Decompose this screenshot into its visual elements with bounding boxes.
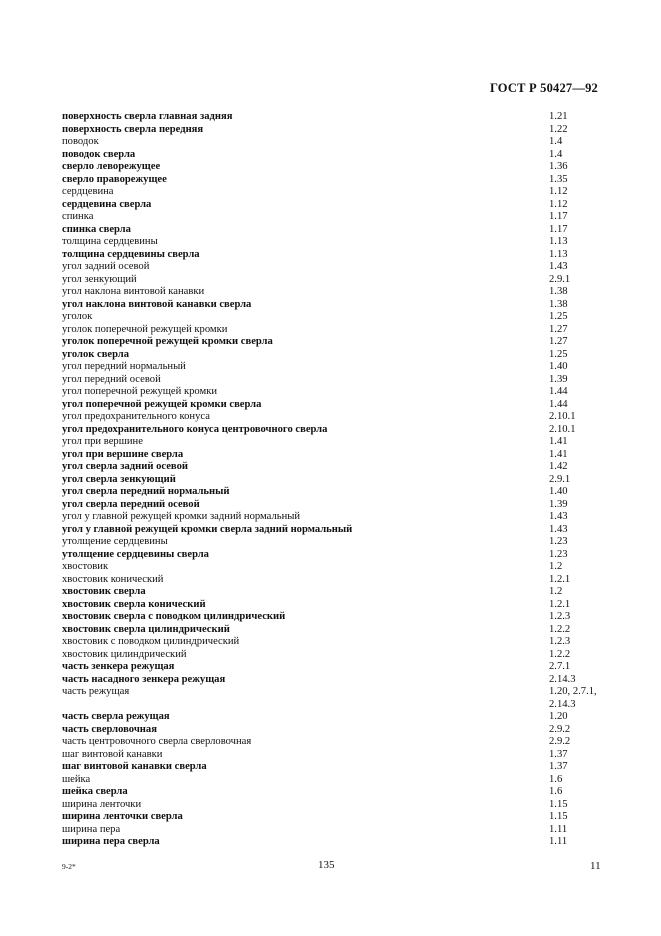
index-entry	[62, 611, 602, 624]
index-entry	[62, 799, 602, 812]
index-term: шаг винтовой канавки	[62, 748, 163, 760]
index-entry	[62, 561, 602, 574]
index-entry	[62, 174, 602, 187]
index-reference: 1.13	[549, 248, 568, 260]
index-entry	[62, 486, 602, 499]
page-number-right: 11	[590, 860, 601, 872]
index-term: хвостовик сверла цилиндрический	[62, 623, 230, 635]
index-reference: 1.15	[549, 798, 568, 810]
index-entry	[62, 599, 602, 612]
index-reference: 1.22	[549, 123, 568, 135]
index-reference: 1.20, 2.7.1,	[549, 686, 597, 697]
index-entry	[62, 649, 602, 662]
index-reference: 1.4	[549, 148, 563, 160]
index-entry	[62, 161, 602, 174]
index-reference: 1.2.3	[549, 611, 571, 622]
index-entry	[62, 236, 602, 249]
index-entry	[62, 824, 602, 837]
index-term: угол сверла передний осевой	[62, 498, 200, 510]
index-entry	[62, 261, 602, 274]
index-term: шейка	[62, 773, 91, 785]
index-term: угол наклона винтовой канавки	[62, 286, 205, 297]
index-term: часть режущая	[62, 686, 130, 697]
index-reference: 1.41	[549, 436, 568, 447]
index-term: часть насадного зенкера режущая	[62, 673, 226, 685]
term-index-list	[62, 111, 602, 849]
index-term: угол поперечной режущей кромки	[62, 386, 218, 397]
index-entry	[62, 774, 602, 787]
index-entry	[62, 811, 602, 824]
index-reference: 1.27	[549, 336, 568, 347]
index-entry	[62, 674, 602, 687]
index-reference: 1.44	[549, 398, 568, 410]
index-entry	[62, 249, 602, 262]
index-entry	[62, 624, 602, 637]
index-term: толщина сердцевины сверла	[62, 248, 200, 260]
index-reference: 2.10.1	[549, 423, 576, 435]
index-entry	[62, 399, 602, 412]
index-entry	[62, 536, 602, 549]
index-reference: 1.37	[549, 748, 568, 760]
index-reference: 1.27	[549, 323, 568, 335]
index-entry	[62, 386, 602, 399]
index-reference: 1.23	[549, 548, 568, 560]
index-entry	[62, 836, 602, 849]
index-reference: 1.36	[549, 161, 568, 172]
index-term: сердцевина	[62, 186, 114, 197]
index-entry	[62, 186, 602, 199]
index-reference: 1.39	[549, 498, 568, 510]
index-entry	[62, 661, 602, 674]
index-term: толщина сердцевины	[62, 236, 158, 247]
index-entry	[62, 586, 602, 599]
index-entry	[62, 724, 602, 737]
index-entry	[62, 549, 602, 562]
index-term: угол у главной режущей кромки задний нормальный	[62, 511, 301, 522]
index-term: сверло праворежущее	[62, 173, 167, 185]
index-term: ширина пера	[62, 823, 121, 835]
index-term: хвостовик с поводком цилиндрический	[62, 636, 240, 647]
index-reference: 1.12	[549, 198, 568, 210]
index-term: поверхность сверла главная задняя	[62, 111, 233, 122]
index-term: уголок	[62, 311, 93, 322]
index-reference: 1.2.1	[549, 598, 571, 610]
index-entry	[62, 574, 602, 587]
index-entry	[62, 736, 602, 749]
index-entry	[62, 299, 602, 312]
index-reference: 1.4	[549, 136, 563, 147]
index-reference: 1.38	[549, 298, 568, 310]
index-reference: 1.25	[549, 348, 568, 360]
index-reference: 1.11	[549, 823, 568, 835]
index-term: угол при вершине сверла	[62, 448, 184, 460]
index-term: шаг винтовой канавки сверла	[62, 761, 207, 772]
index-reference: 2.9.2	[549, 723, 571, 735]
index-entry	[62, 224, 602, 237]
index-reference: 1.2.1	[549, 573, 571, 585]
index-reference: 1.6	[549, 786, 563, 797]
index-term: угол сверла зенкующий	[62, 473, 176, 485]
index-entry	[62, 786, 602, 799]
index-entry	[62, 124, 602, 137]
index-term: поводок	[62, 136, 99, 147]
index-entry	[62, 311, 602, 324]
index-entry	[62, 436, 602, 449]
index-entry	[62, 461, 602, 474]
index-reference: 1.41	[549, 448, 568, 460]
index-reference: 1.44	[549, 386, 568, 397]
index-term: ширина пера сверла	[62, 836, 160, 847]
index-entry	[62, 411, 602, 424]
index-term: уголок поперечной режущей кромки	[62, 323, 228, 335]
index-reference: 1.43	[549, 511, 568, 522]
index-term: шейка сверла	[62, 786, 128, 797]
index-reference: 2.14.3	[549, 698, 576, 710]
index-term: часть сверла режущая	[62, 711, 170, 722]
index-entry	[62, 274, 602, 287]
index-reference: 1.25	[549, 311, 568, 322]
index-reference: 2.14.3	[549, 673, 576, 685]
index-reference: 1.35	[549, 173, 568, 185]
index-term: хвостовик сверла конический	[62, 598, 206, 610]
index-term: угол предохранительного конуса центровочного сверла	[62, 423, 328, 435]
index-term: уголок сверла	[62, 348, 129, 360]
index-entry	[62, 636, 602, 649]
index-term: часть центровочного сверла сверловочная	[62, 736, 252, 747]
index-entry	[62, 136, 602, 149]
index-reference: 1.43	[549, 523, 568, 535]
index-entry	[62, 499, 602, 512]
index-entry	[62, 349, 602, 362]
index-entry	[62, 199, 602, 212]
index-reference: 2.10.1	[549, 411, 576, 422]
index-entry	[62, 211, 602, 224]
index-entry	[62, 374, 602, 387]
index-term: угол передний осевой	[62, 373, 161, 385]
index-entry	[62, 474, 602, 487]
index-entry	[62, 449, 602, 462]
index-reference: 1.38	[549, 286, 568, 297]
index-reference: 1.12	[549, 186, 568, 197]
index-entry	[62, 424, 602, 437]
index-entry	[62, 111, 602, 124]
page-number-center: 135	[318, 859, 335, 871]
index-term: хвостовик конический	[62, 573, 164, 585]
document-header: ГОСТ Р 50427—92	[489, 81, 598, 95]
index-term: хвостовик сверла с поводком цилиндрический	[62, 611, 286, 622]
index-reference: 1.11	[549, 836, 568, 847]
index-term: поводок сверла	[62, 148, 136, 160]
index-term: спинка сверла	[62, 223, 131, 235]
index-reference: 1.39	[549, 373, 568, 385]
index-term: угол предохранительного конуса	[62, 411, 210, 422]
index-term: утолщение сердцевины сверла	[62, 548, 209, 560]
index-term: угол поперечной режущей кромки сверла	[62, 398, 262, 410]
sheet-mark: 9-2*	[62, 862, 76, 871]
index-entry	[62, 699, 602, 712]
index-term: угол сверла задний осевой	[62, 461, 188, 472]
index-reference: 1.40	[549, 486, 568, 497]
index-entry	[62, 149, 602, 162]
index-reference: 1.15	[549, 811, 568, 822]
index-reference: 1.6	[549, 773, 563, 785]
index-reference: 2.9.2	[549, 736, 571, 747]
index-term: сердцевина сверла	[62, 198, 152, 210]
index-term: ширина ленточки сверла	[62, 811, 183, 822]
index-entry	[62, 761, 602, 774]
index-entry	[62, 711, 602, 724]
index-term: хвостовик цилиндрический	[62, 648, 187, 660]
index-term: утолщение сердцевины	[62, 536, 168, 547]
index-reference: 2.9.1	[549, 273, 571, 285]
index-term: поверхность сверла передняя	[62, 123, 204, 135]
index-term: угол при вершине	[62, 436, 143, 447]
index-reference: 1.2	[549, 561, 563, 572]
index-entry	[62, 511, 602, 524]
index-entry	[62, 286, 602, 299]
index-reference: 1.2.2	[549, 623, 571, 635]
index-term: угол наклона винтовой канавки сверла	[62, 298, 252, 310]
index-entry	[62, 336, 602, 349]
index-reference: 1.40	[549, 361, 568, 372]
index-entry	[62, 324, 602, 337]
index-reference: 1.43	[549, 261, 568, 272]
index-reference: 1.2.3	[549, 636, 571, 647]
index-reference: 2.9.1	[549, 473, 571, 485]
index-reference: 1.20	[549, 711, 568, 722]
index-term: часть зенкера режущая	[62, 661, 175, 672]
index-reference: 1.23	[549, 536, 568, 547]
index-reference: 1.17	[549, 211, 568, 222]
index-term: хвостовик сверла	[62, 586, 146, 597]
index-term: угол сверла передний нормальный	[62, 486, 230, 497]
index-reference: 1.42	[549, 461, 568, 472]
index-term: угол задний осевой	[62, 261, 150, 272]
index-reference: 1.21	[549, 111, 568, 122]
index-term: ширина ленточки	[62, 798, 142, 810]
index-entry	[62, 361, 602, 374]
index-reference: 1.37	[549, 761, 568, 772]
index-reference: 2.7.1	[549, 661, 571, 672]
index-term: хвостовик	[62, 561, 109, 572]
index-reference: 1.17	[549, 223, 568, 235]
index-entry	[62, 749, 602, 762]
index-entry	[62, 524, 602, 537]
index-term: угол у главной режущей кромки сверла задний нормальный	[62, 523, 353, 535]
index-reference: 1.2.2	[549, 648, 571, 660]
index-reference: 1.13	[549, 236, 568, 247]
index-term: часть сверловочная	[62, 723, 157, 735]
index-term: угол передний нормальный	[62, 361, 186, 372]
index-reference: 1.2	[549, 586, 563, 597]
index-term: уголок поперечной режущей кромки сверла	[62, 336, 273, 347]
index-term: спинка	[62, 211, 94, 222]
index-term: угол зенкующий	[62, 273, 137, 285]
index-entry	[62, 686, 602, 699]
index-term: сверло леворежущее	[62, 161, 161, 172]
